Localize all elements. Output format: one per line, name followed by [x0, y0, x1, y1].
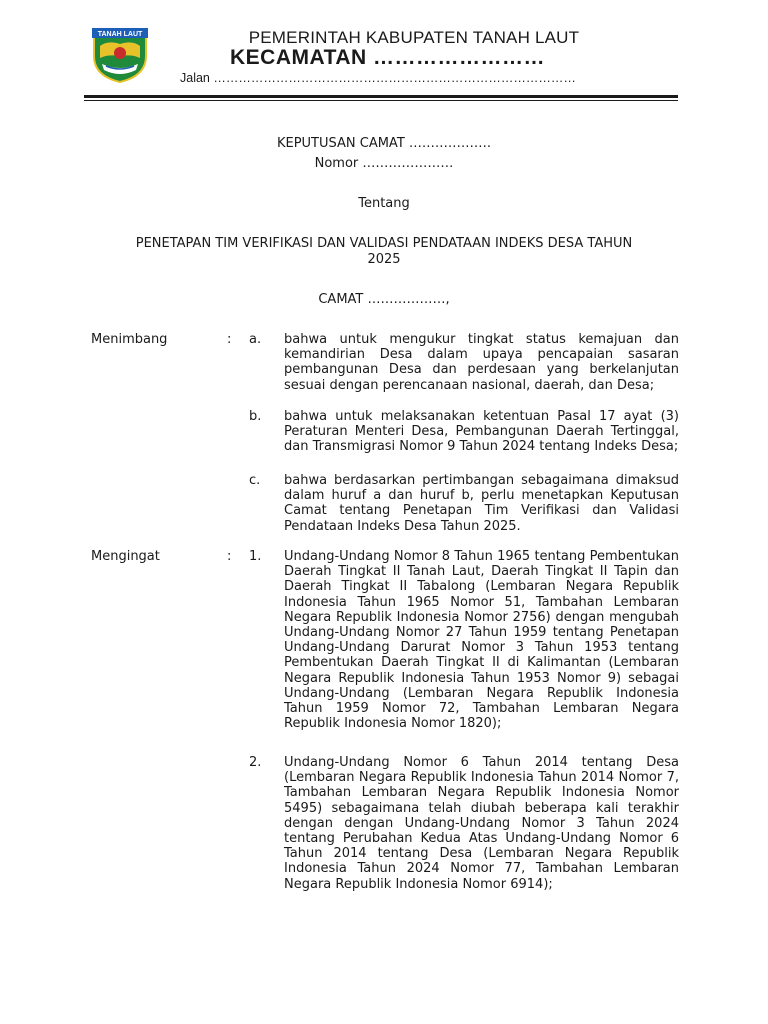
district-name: KECAMATAN ……………………: [230, 46, 546, 69]
mengingat-item-text: Undang-Undang Nomor 8 Tahun 1965 tentang Pembentukan Daerah Tingkat II Tanah Laut, Daerah Tingkat II Tapin dan Daerah Tingkat II Tabalong (Lembaran Negara Republik Indonesia Tahun 1965 Nomor 51, Tambahan Lembaran Negara Republik Indonesia Nomor 2756) dengan mengubah Undang-Undang Nomor 27 Tahun 1959 tentang Penetapan Undang-Undang Darurat Nomor 3 Tahun 1953 tentang Pembentukan Daerah Tingkat II di Kalimantan (Lembaran Negara Republik Indonesia Tahun 1953 Nomor 9) sebagai Undang-Undang (Lembaran Negara Republik Indonesia Tahun 1959 Nomor 72, Tambahan Lembaran Negara Republik Indonesia Nomor 1820);: [284, 549, 679, 732]
mengingat-label: Mengingat: [91, 549, 160, 564]
mengingat-item-marker: 2.: [249, 755, 262, 770]
svg-text:TANAH LAUT: TANAH LAUT: [97, 31, 143, 38]
address-line: Jalan ……………………………………………………………………………: [180, 71, 576, 85]
mengingat-colon: :: [227, 549, 232, 564]
decree-title: KEPUTUSAN CAMAT ……………….: [276, 136, 492, 151]
decree-number: Nomor …………………: [314, 156, 454, 171]
mengingat-item-marker: 1.: [249, 549, 262, 564]
tanah-laut-emblem-logo: [88, 26, 152, 84]
mengingat-item-text: Undang-Undang Nomor 6 Tahun 2014 tentang Desa (Lembaran Negara Republik Indonesia Tahun 2014 Nomor 7, Tambahan Lembaran Negara Republik Indonesia Nomor 5495) sebagaimana telah diubah beberapa kali terakhir dengan dengan Undang-Undang Nomor 3 Tahun 2024 tentang Perubahan Kedua Atas Undang-Undang Nomor 6 Tahun 2014 tentang Desa (Lembaran Negara Republik Indonesia Tahun 2024 Nomor 77, Tambahan Lembaran Negara Republik Indonesia Nomor 6914);: [284, 755, 679, 892]
letterhead-divider-thick: [84, 95, 678, 98]
government-name: PEMERINTAH KABUPATEN TANAH LAUT: [248, 28, 580, 47]
authority-line: CAMAT ………………,: [318, 292, 450, 307]
about-heading: Tentang: [358, 196, 410, 211]
decree-subject-line1: PENETAPAN TIM VERIFIKASI DAN VALIDASI PENDATAAN INDEKS DESA TAHUN: [135, 236, 633, 251]
letterhead-divider-thin: [84, 100, 678, 101]
menimbang-item-text: bahwa berdasarkan pertimbangan sebagaimana dimaksud dalam huruf a dan huruf b, perlu menetapkan Keputusan Camat tentang Penetapan Tim Verifikasi dan Validasi Pendataan Indeks Desa Tahun 2025.: [284, 473, 679, 534]
decree-subject-line2: 2025: [367, 252, 401, 267]
menimbang-item-marker: a.: [249, 332, 262, 347]
menimbang-item-text: bahwa untuk mengukur tingkat status kemajuan dan kemandirian Desa dalam upaya pencapaian sasaran pembangunan Desa dan perdesaan yang berkelanjutan sesuai dengan perencanaan nasional, daerah, dan Desa;: [284, 332, 679, 393]
menimbang-item-text: bahwa untuk melaksanakan ketentuan Pasal 17 ayat (3) Peraturan Menteri Desa, Pembangunan Daerah Tertinggal, dan Transmigrasi Nomor 9 Tahun 2024 tentang Indeks Desa;: [284, 409, 679, 455]
menimbang-item-marker: b.: [249, 409, 262, 424]
menimbang-item-marker: c.: [249, 473, 261, 488]
menimbang-label: Menimbang: [91, 332, 168, 347]
menimbang-colon: :: [227, 332, 232, 347]
